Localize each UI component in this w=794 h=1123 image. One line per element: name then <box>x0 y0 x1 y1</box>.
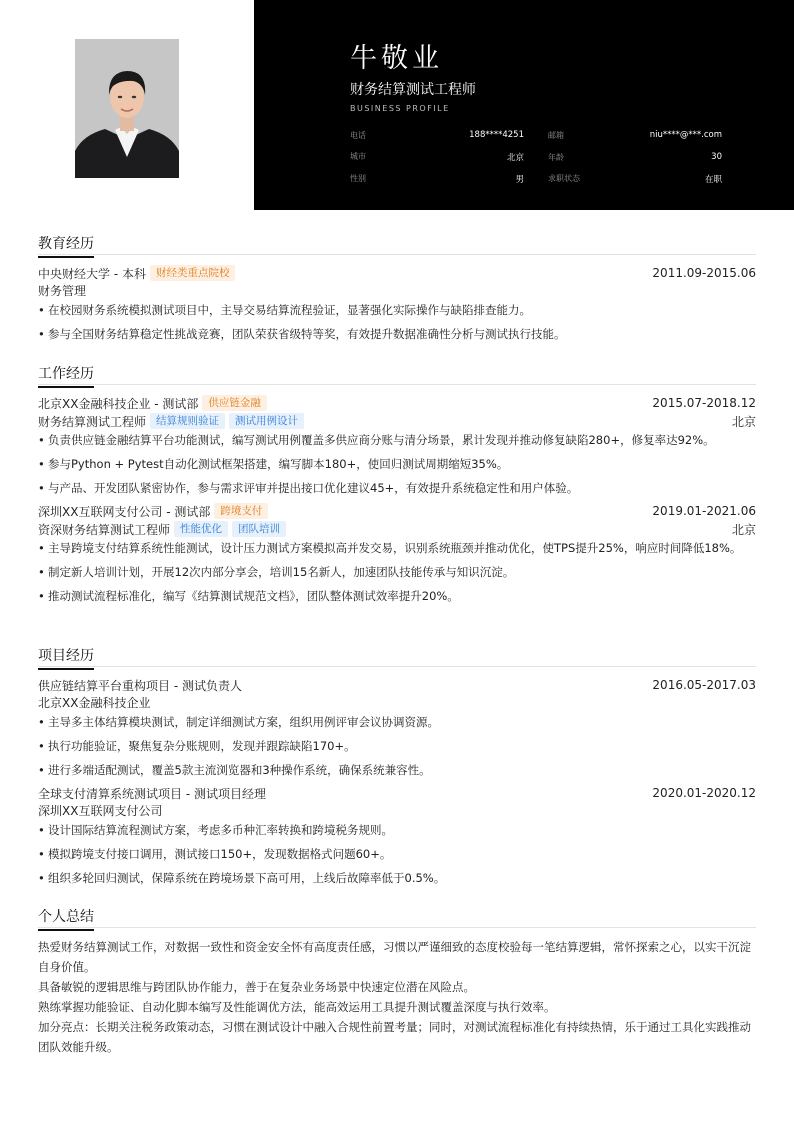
list-item: • 负责供应链金融结算平台功能测试，编写测试用例覆盖多供应商分账与清分场景，累计发现并推动修复缺陷280+，修复率达92%。 <box>38 430 756 450</box>
list-item: • 进行多端适配测试，覆盖5款主流浏览器和3种操作系统，确保系统兼容性。 <box>38 760 756 780</box>
project-bullets <box>38 712 756 780</box>
job-role: 资深财务结算测试工程师 <box>38 522 171 537</box>
company-tag: 跨境支付 <box>214 503 268 519</box>
job-city: 北京 <box>731 414 756 429</box>
candidate-name: 牛敬业 <box>350 43 443 74</box>
section-title <box>38 906 756 928</box>
company-name: 北京XX金融科技企业 - 测试部 <box>38 396 199 411</box>
project-name: 全球支付清算系统测试项目 - 测试项目经理 <box>38 786 266 801</box>
section-heading: 项目经历 <box>38 645 94 670</box>
major: 财务管理 <box>38 284 87 298</box>
list-item: • 主导多主体结算模块测试，制定详细测试方案，组织用例评审会议协调资源。 <box>38 712 756 732</box>
job-bullets <box>38 538 756 606</box>
project-bullets <box>38 820 756 888</box>
summary-paragraph: 熟练掌握功能验证、自动化脚本编写及性能调优方法，能高效运用工具提升测试覆盖深度与执行效率。 <box>38 1000 556 1014</box>
list-item: • 推动测试流程标准化，编写《结算测试规范文档》，团队整体测试效率提升20%。 <box>38 586 756 606</box>
role-tag: 性能优化 <box>174 521 228 537</box>
info-age <box>548 152 722 163</box>
profile-photo <box>75 39 179 178</box>
education-date: 2011.09-2015.06 <box>652 266 756 280</box>
project-header <box>38 784 756 802</box>
summary-paragraph: 热爱财务结算测试工作，对数据一致性和资金安全怀有高度责任感，习惯以严谨细致的态度校验每一笔结算逻辑，常怀探索之心，以实干沉淀自身价值。 <box>38 940 751 974</box>
job-city: 北京 <box>731 522 756 537</box>
info-label: 城市 <box>350 152 366 161</box>
list-item: • 主导跨境支付结算系统性能测试，设计压力测试方案模拟高并发交易，识别系统瓶颈并推动优化，使TPS提升25%，响应时间降低18%。 <box>38 538 756 558</box>
list-item: • 模拟跨境支付接口调用，测试接口150+，发现数据格式问题60+。 <box>38 844 756 864</box>
education-bullets <box>38 300 756 344</box>
info-label: 电话 <box>350 130 366 140</box>
project-org: 北京XX金融科技企业 <box>38 696 151 710</box>
info-row <box>350 168 722 190</box>
contact-info <box>350 124 722 190</box>
list-item: • 在校园财务系统模拟测试项目中，主导交易结算流程验证，显著强化实际操作与缺陷排查能力。 <box>38 300 756 320</box>
education-section <box>38 233 756 348</box>
summary-paragraph: 具备敏锐的逻辑思维与跨团队协作能力，善于在复杂业务场景中快速定位潜在风险点。 <box>38 980 475 994</box>
list-item: • 参与全国财务结算稳定性挑战竞赛，团队荣获省级特等奖，有效提升数据准确性分析与测试执行技能。 <box>38 324 756 344</box>
company-name: 深圳XX互联网支付公司 - 测试部 <box>38 504 211 519</box>
section-title <box>38 645 756 667</box>
section-heading: 教育经历 <box>38 233 94 258</box>
education-header <box>38 264 756 282</box>
info-label: 求职状态 <box>548 174 580 183</box>
info-value: 男 <box>515 175 524 185</box>
project-date: 2020.01-2020.12 <box>652 786 756 800</box>
info-value: 188****4251 <box>469 129 524 140</box>
work-section <box>38 363 756 610</box>
job-title: 财务结算测试工程师 <box>350 82 476 98</box>
summary-section <box>38 906 756 1057</box>
info-value: niu****@***.com <box>649 129 722 140</box>
job-role-row <box>38 520 756 538</box>
section-title <box>38 363 756 385</box>
summary-paragraph: 加分亮点：长期关注税务政策动态，习惯在测试设计中融入合规性前置考量；同时，对测试流程标准化有持续热情，乐于通过工具化实践推动团队效能升级。 <box>38 1020 751 1054</box>
role-tag: 结算规则验证 <box>150 413 225 429</box>
role-tag: 测试用例设计 <box>229 413 304 429</box>
profile-header <box>254 0 794 210</box>
list-item: • 执行功能验证，聚焦复杂分账规则，发现并跟踪缺陷170+。 <box>38 736 756 756</box>
role-tag: 团队培训 <box>232 521 286 537</box>
info-row <box>350 146 722 168</box>
info-status <box>548 173 722 185</box>
info-phone <box>350 130 524 141</box>
project-header <box>38 676 756 694</box>
section-heading: 个人总结 <box>38 906 94 931</box>
info-gender <box>350 173 524 185</box>
list-item: • 参与Python + Pytest自动化测试框架搭建，编写脚本180+，使回归测试周期缩短35%。 <box>38 454 756 474</box>
school-tag: 财经类重点院校 <box>150 265 236 281</box>
project-date: 2016.05-2017.03 <box>652 678 756 692</box>
info-label: 邮箱 <box>548 130 564 140</box>
person-photo <box>75 39 179 178</box>
job-role-row <box>38 412 756 430</box>
job-header <box>38 502 756 520</box>
info-label: 性别 <box>350 174 366 183</box>
info-label: 年龄 <box>548 152 564 162</box>
project-org: 深圳XX互联网支付公司 <box>38 804 163 818</box>
school-name: 中央财经大学 - 本科 <box>38 266 146 281</box>
list-item: • 组织多轮回归测试，保障系统在跨境场景下高可用，上线后故障率低于0.5%。 <box>38 868 756 888</box>
info-value: 北京 <box>506 153 524 163</box>
job-date: 2015.07-2018.12 <box>652 396 756 410</box>
info-value: 30 <box>711 151 722 162</box>
company-tag: 供应链金融 <box>202 395 267 411</box>
info-row <box>350 124 722 146</box>
job-role: 财务结算测试工程师 <box>38 414 147 429</box>
info-city <box>350 151 524 163</box>
job-header <box>38 394 756 412</box>
list-item: • 制定新人培训计划，开展12次内部分享会，培训15名新人，加速团队技能传承与知识沉淀。 <box>38 562 756 582</box>
section-title <box>38 233 756 255</box>
list-item: • 设计国际结算流程测试方案，考虑多币种汇率转换和跨境税务规则。 <box>38 820 756 840</box>
info-value: 在职 <box>704 175 722 185</box>
project-name: 供应链结算平台重构项目 - 测试负责人 <box>38 678 242 693</box>
list-item: • 与产品、开发团队紧密协作，参与需求评审并提出接口优化建议45+，有效提升系统稳定性和用户体验。 <box>38 478 756 498</box>
profile-subtitle: BUSINESS PROFILE <box>350 104 450 113</box>
info-email <box>548 130 722 141</box>
job-date: 2019.01-2021.06 <box>652 504 756 518</box>
section-heading: 工作经历 <box>38 363 94 388</box>
projects-section <box>38 645 756 892</box>
job-bullets <box>38 430 756 498</box>
